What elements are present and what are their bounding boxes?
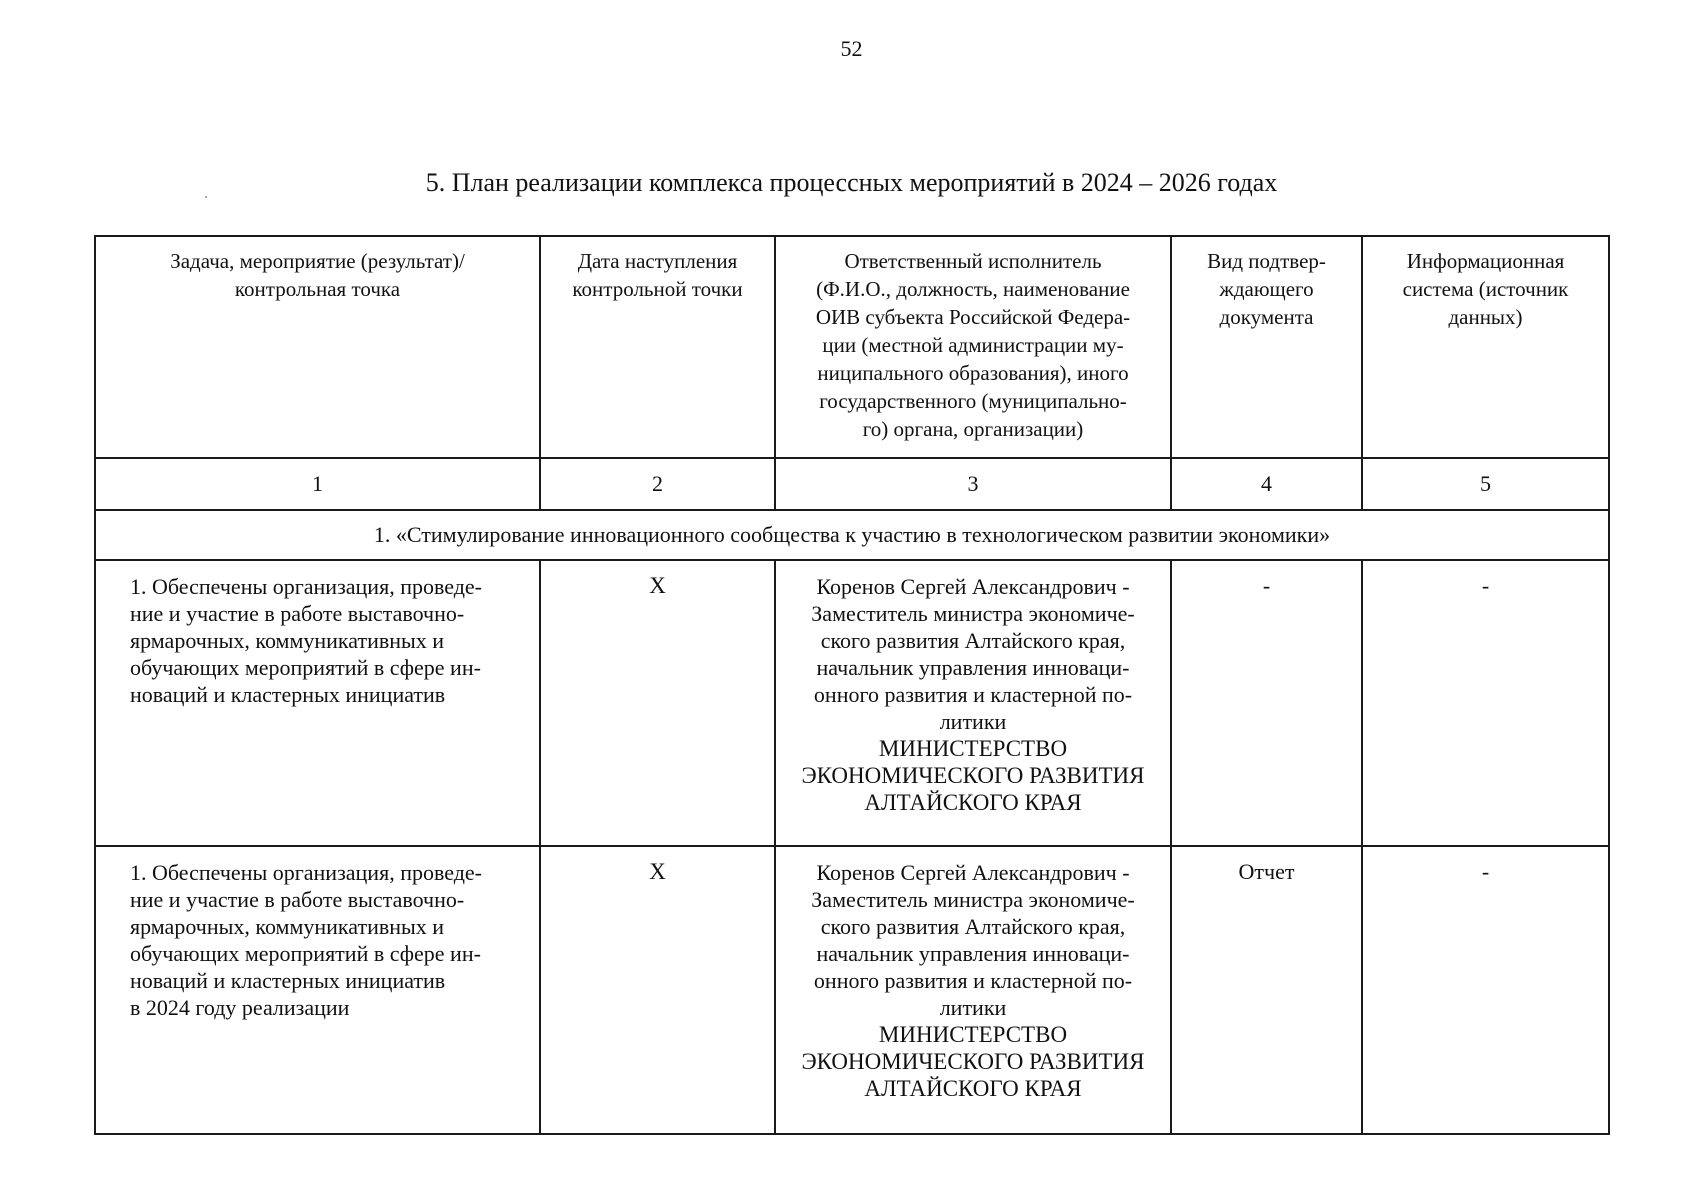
header-task	[95, 236, 540, 458]
executor-organization: МИНИСТЕРСТВО ЭКОНОМИЧЕСКОГО РАЗВИТИЯ АЛТАЙСКОГО КРАЯ	[801, 1022, 1145, 1101]
executor-cell	[775, 846, 1171, 1134]
column-number-row	[95, 458, 1609, 510]
column-number: 1	[95, 458, 540, 510]
info-system-cell: -	[1362, 846, 1609, 1134]
header-executor-label: Ответственный исполнитель (Ф.И.О., должность, наименование ОИВ субъекта Российской Федера- ции (местной администрации му- ниципального образования), иного государственного (муниципально- го) органа, организации)	[815, 249, 1131, 441]
header-row	[95, 236, 1609, 458]
table-row	[95, 560, 1609, 846]
section-title: 1. «Стимулирование инновационного сообщества к участию в технологическом развитии экономики»	[95, 510, 1609, 560]
column-number: 3	[775, 458, 1171, 510]
task-cell: 1. Обеспечены организация, проведе- ние и участие в работе выставочно- ярмарочных, коммуникативных и обучающих мероприятий в сфере ин- новаций и кластерных инициатив	[95, 560, 540, 846]
document-title: 5. План реализации комплекса процессных мероприятий в 2024 – 2026 годах	[425, 168, 1278, 197]
table-row	[95, 846, 1609, 1134]
header-document	[1171, 236, 1362, 458]
date-cell: X	[540, 846, 775, 1134]
header-date-label: Дата наступления контрольной точки	[572, 249, 743, 301]
info-system-cell: -	[1362, 560, 1609, 846]
header-task-label: Задача, мероприятие (результат)/ контрольная точка	[170, 249, 465, 301]
column-number: 5	[1362, 458, 1609, 510]
plan-table	[94, 235, 1610, 1135]
column-number: 2	[540, 458, 775, 510]
header-info-system	[1362, 236, 1609, 458]
header-info-system-label: Информационная система (источник данных)	[1402, 249, 1569, 329]
executor-cell	[775, 560, 1171, 846]
executor-name: Коренов Сергей Александрович - Заместитель министра экономиче- ского развития Алтайского края, начальник управления инноваци- онного развития и кластерной по- литики	[811, 574, 1135, 734]
date-cell: X	[540, 560, 775, 846]
header-executor	[775, 236, 1171, 458]
column-number: 4	[1171, 458, 1362, 510]
executor-organization: МИНИСТЕРСТВО ЭКОНОМИЧЕСКОГО РАЗВИТИЯ АЛТАЙСКОГО КРАЯ	[801, 736, 1145, 815]
scan-speck	[205, 196, 207, 198]
document-cell: -	[1171, 560, 1362, 846]
document-cell: Отчет	[1171, 846, 1362, 1134]
executor-name: Коренов Сергей Александрович - Заместитель министра экономиче- ского развития Алтайского края, начальник управления инноваци- онного развития и кластерной по- литики	[811, 860, 1135, 1020]
task-cell: 1. Обеспечены организация, проведе- ние и участие в работе выставочно- ярмарочных, коммуникативных и обучающих мероприятий в сфере ин- новаций и кластерных инициатив в 2024 году реализации	[95, 846, 540, 1134]
header-document-label: Вид подтвер- ждающего документа	[1207, 249, 1326, 329]
section-row	[95, 510, 1609, 560]
header-date	[540, 236, 775, 458]
page-number: 52	[840, 36, 863, 61]
